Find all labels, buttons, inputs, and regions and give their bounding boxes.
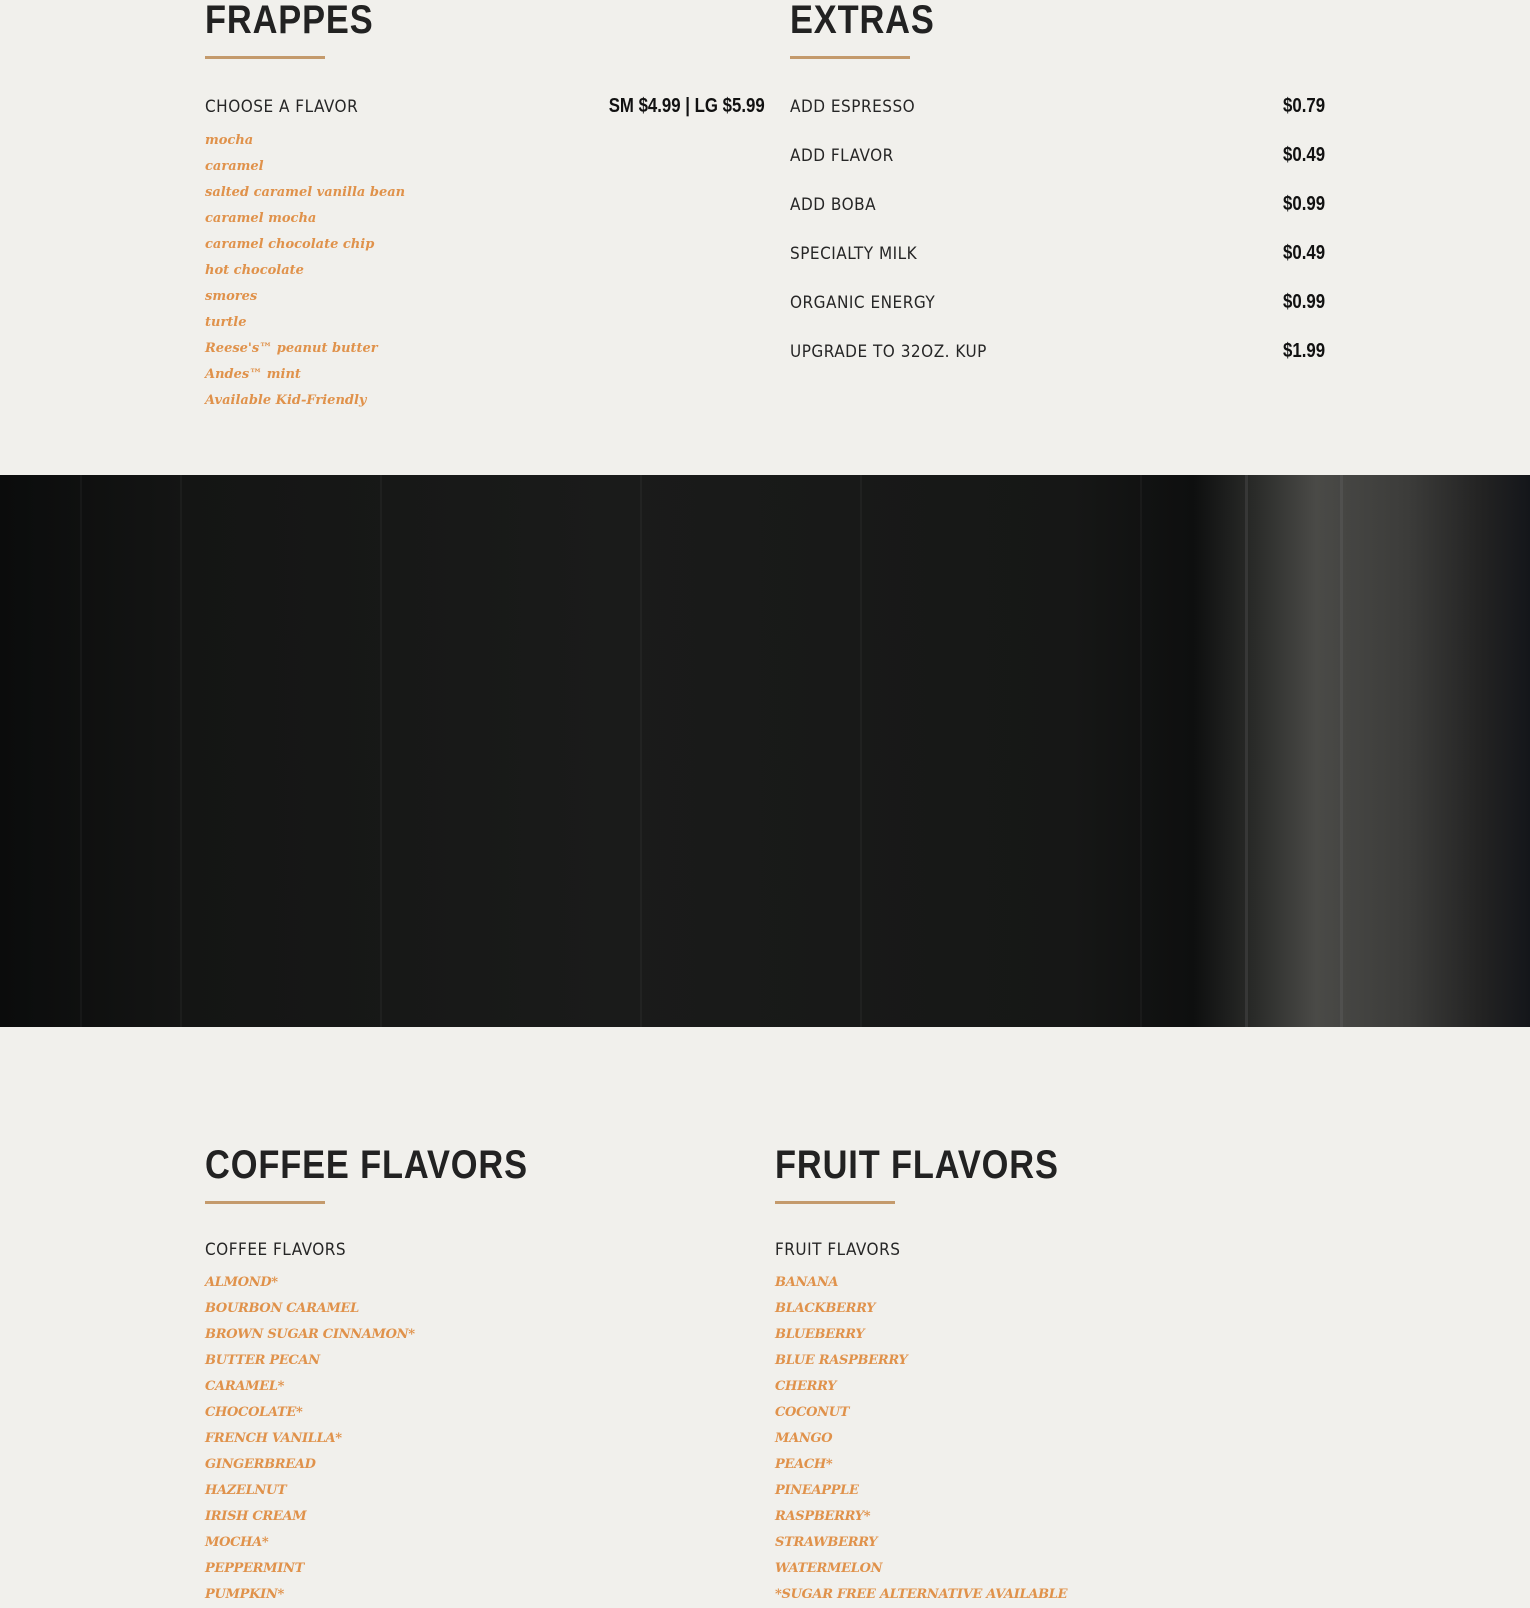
extras-item-price: $0.49 xyxy=(1282,144,1325,166)
flavor-item: caramel mocha xyxy=(205,211,317,226)
fruit-flavors-heading: FRUIT FLAVORS xyxy=(775,1143,1059,1187)
extras-item-price: $0.99 xyxy=(1282,193,1325,215)
fruit-flavors-subheading: FRUIT FLAVORS xyxy=(775,1240,901,1260)
extras-item-row xyxy=(790,95,1325,144)
flavor-item: GINGERBREAD xyxy=(205,1457,316,1472)
flavor-item: *SUGAR FREE ALTERNATIVE AVAILABLE xyxy=(775,1587,1068,1602)
flavor-item: WATERMELON xyxy=(775,1561,883,1576)
flavor-item: caramel chocolate chip xyxy=(205,237,375,252)
extras-item-row xyxy=(790,291,1325,340)
fruit-flavor-list xyxy=(775,1270,1325,1608)
extras-item-price: $1.99 xyxy=(1282,340,1325,362)
flavor-item: CHOCOLATE* xyxy=(205,1405,303,1420)
coffee-flavor-list xyxy=(205,1270,745,1608)
flavor-item: RASPBERRY* xyxy=(775,1509,871,1524)
flavor-item: CHERRY xyxy=(775,1379,837,1394)
extras-underline xyxy=(790,56,910,59)
flavor-item: BUTTER PECAN xyxy=(205,1353,320,1368)
flavor-item: caramel xyxy=(205,159,264,174)
flavor-item: salted caramel vanilla bean xyxy=(205,185,406,200)
fruit-flavors-subheading-row xyxy=(775,1240,1325,1260)
coffee-flavors-underline xyxy=(205,1201,325,1204)
flavor-item: smores xyxy=(205,289,258,304)
flavor-item: FRENCH VANILLA* xyxy=(205,1431,342,1446)
extras-section xyxy=(790,0,1325,389)
extras-item-name: SPECIALTY MILK xyxy=(790,244,918,264)
frappes-section xyxy=(205,0,765,414)
flavor-item: PEPPERMINT xyxy=(205,1561,304,1576)
flavor-item: STRAWBERRY xyxy=(775,1535,878,1550)
flavor-item: Reese's™ peanut butter xyxy=(205,341,378,356)
flavor-item: PUMPKIN* xyxy=(205,1587,284,1602)
coffee-flavors-subheading: COFFEE FLAVORS xyxy=(205,1240,347,1260)
flavor-item: BOURBON CARAMEL xyxy=(205,1301,359,1316)
extras-item-row xyxy=(790,144,1325,193)
extras-item-name: ORGANIC ENERGY xyxy=(790,293,936,313)
flavor-item: CARAMEL* xyxy=(205,1379,285,1394)
coffee-flavors-subheading-row xyxy=(205,1240,745,1260)
flavor-item: PEACH* xyxy=(775,1457,833,1472)
flavor-item: MANGO xyxy=(775,1431,833,1446)
flavor-item: ALMOND* xyxy=(205,1275,278,1290)
cafe-photo-banner xyxy=(0,475,1530,1027)
extras-item-price: $0.49 xyxy=(1282,242,1325,264)
frappes-underline xyxy=(205,56,325,59)
extras-item-name: UPGRADE TO 32OZ. KUP xyxy=(790,342,987,362)
frappes-heading: FRAPPES xyxy=(205,0,374,42)
flavor-item: Available Kid-Friendly xyxy=(205,393,367,408)
flavor-item: turtle xyxy=(205,315,247,330)
frappes-choose-flavor: CHOOSE A FLAVOR xyxy=(205,97,359,117)
extras-item-name: ADD ESPRESSO xyxy=(790,97,916,117)
flavor-item: mocha xyxy=(205,133,254,148)
flavor-item: hot chocolate xyxy=(205,263,304,278)
fruit-flavors-underline xyxy=(775,1201,895,1204)
flavor-item: BLUE RASPBERRY xyxy=(775,1353,908,1368)
flavor-item: IRISH CREAM xyxy=(205,1509,307,1524)
extras-item-name: ADD FLAVOR xyxy=(790,146,894,166)
extras-item-price: $0.79 xyxy=(1282,95,1325,117)
flavor-item: BLUEBERRY xyxy=(775,1327,865,1342)
flavor-item: BROWN SUGAR CINNAMON* xyxy=(205,1327,415,1342)
flavor-item: HAZELNUT xyxy=(205,1483,287,1498)
flavor-item: MOCHA* xyxy=(205,1535,269,1550)
extras-item-price: $0.99 xyxy=(1282,291,1325,313)
extras-item-name: ADD BOBA xyxy=(790,195,877,215)
frappes-price: SM $4.99 | LG $5.99 xyxy=(609,95,765,117)
extras-heading: EXTRAS xyxy=(790,0,935,42)
flavor-item: PINEAPPLE xyxy=(775,1483,859,1498)
flavor-item: BANANA xyxy=(775,1275,839,1290)
extras-item-row xyxy=(790,193,1325,242)
flavor-item: COCONUT xyxy=(775,1405,850,1420)
coffee-flavors-section xyxy=(205,1145,745,1608)
fruit-flavors-section xyxy=(775,1145,1325,1608)
frappes-price-row xyxy=(205,95,765,118)
flavor-item: Andes™ mint xyxy=(205,367,301,382)
flavor-item: BLACKBERRY xyxy=(775,1301,876,1316)
coffee-flavors-heading: COFFEE FLAVORS xyxy=(205,1143,528,1187)
extras-item-row xyxy=(790,340,1325,389)
extras-list xyxy=(790,95,1325,389)
extras-item-row xyxy=(790,242,1325,291)
frappes-flavor-list xyxy=(205,128,765,414)
